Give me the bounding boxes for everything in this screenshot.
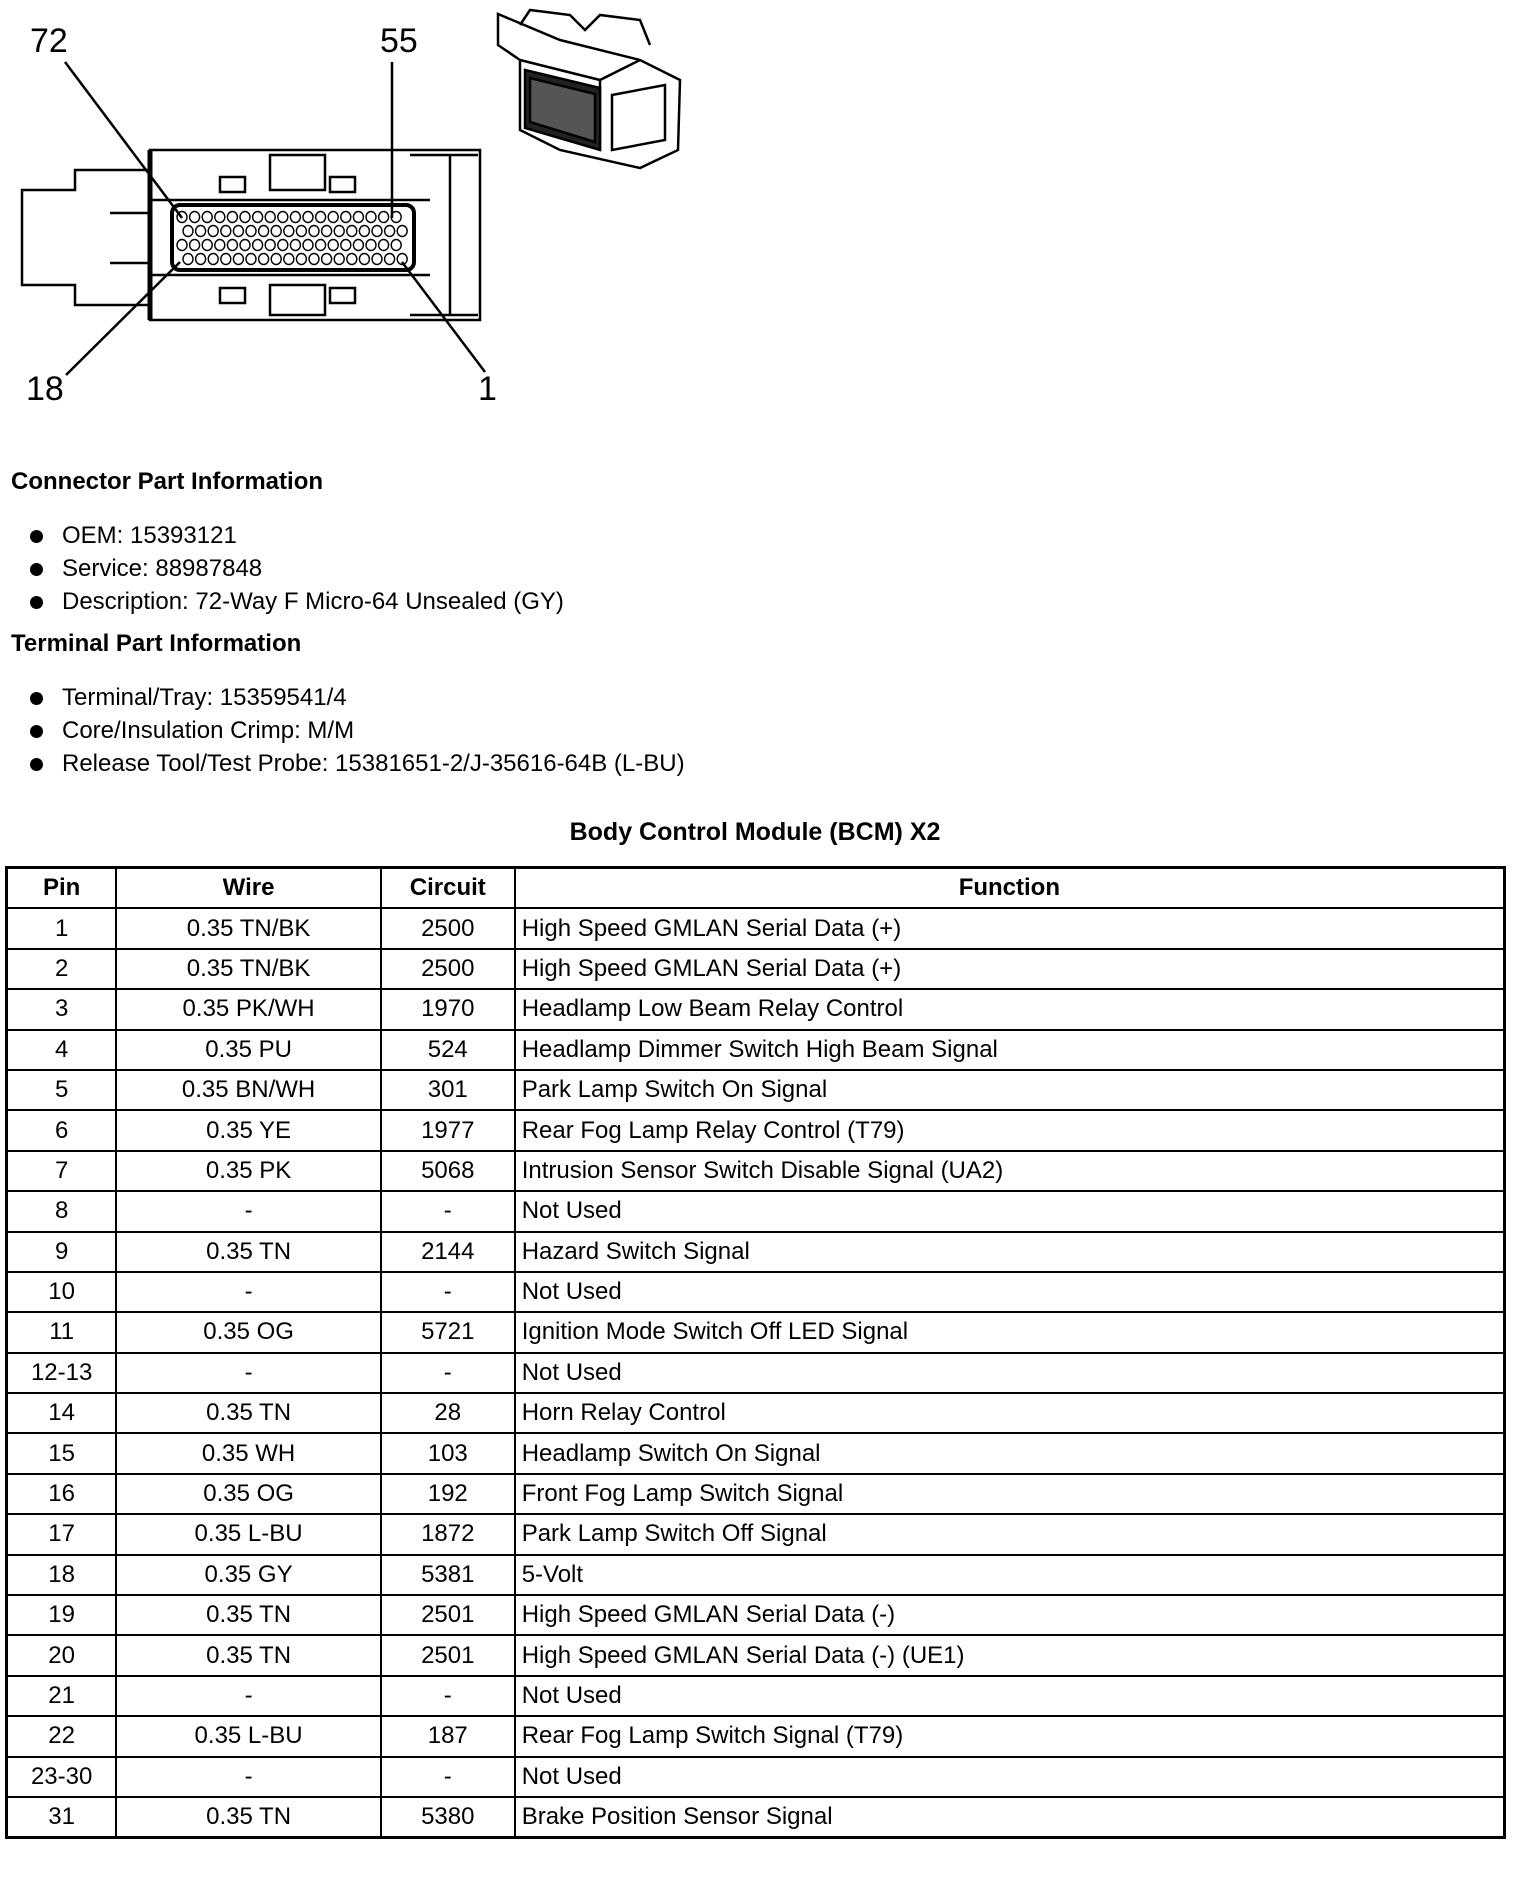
pin-cavity — [309, 254, 319, 265]
pin-cavity — [372, 226, 382, 237]
cell-function: Not Used — [515, 1353, 1505, 1393]
cell-pin: 17 — [7, 1514, 117, 1554]
cell-circuit: 192 — [381, 1474, 515, 1514]
pinout-table — [5, 866, 1506, 1839]
table-row — [7, 1353, 1505, 1393]
cell-circuit: 1872 — [381, 1514, 515, 1554]
cell-pin: 10 — [7, 1272, 117, 1312]
cell-circuit: 1977 — [381, 1110, 515, 1150]
cell-wire: 0.35 OG — [116, 1474, 381, 1514]
pin-grid — [177, 212, 407, 265]
cell-pin: 18 — [7, 1555, 117, 1595]
cell-circuit: 2500 — [381, 949, 515, 989]
pin-cavity — [221, 254, 231, 265]
cell-wire: 0.35 TN/BK — [116, 949, 381, 989]
pin-cavity — [202, 212, 212, 223]
cell-circuit: 1970 — [381, 989, 515, 1029]
cell-wire: 0.35 TN — [116, 1797, 381, 1838]
pin-cavity — [271, 226, 281, 237]
cell-function: Park Lamp Switch On Signal — [515, 1070, 1505, 1110]
table-body — [7, 908, 1505, 1837]
pin-label-18: 18 — [26, 370, 64, 408]
connector-info-title: Connector Part Information — [11, 468, 324, 495]
table-row — [7, 1393, 1505, 1433]
pin-cavity — [379, 240, 389, 251]
pin-cavity — [221, 226, 231, 237]
cell-pin: 31 — [7, 1797, 117, 1838]
cell-circuit: 301 — [381, 1070, 515, 1110]
pin-cavity — [208, 254, 218, 265]
pin-cavity — [196, 254, 206, 265]
pin-cavity — [278, 212, 288, 223]
pin-cavity — [309, 226, 319, 237]
table-row — [7, 1232, 1505, 1272]
pin-cavity — [190, 240, 200, 251]
table-row — [7, 908, 1505, 948]
cell-function: Front Fog Lamp Switch Signal — [515, 1474, 1505, 1514]
cell-wire: - — [116, 1757, 381, 1797]
table-row — [7, 1797, 1505, 1838]
cell-function: Intrusion Sensor Switch Disable Signal (UA2) — [515, 1151, 1505, 1191]
pin-cavity — [253, 212, 263, 223]
table-row — [7, 989, 1505, 1029]
table-row — [7, 1555, 1505, 1595]
pin-label-1: 1 — [478, 370, 497, 408]
cell-function: High Speed GMLAN Serial Data (-) (UE1) — [515, 1635, 1505, 1675]
terminal-info-list — [28, 681, 685, 780]
cell-wire: 0.35 TN — [116, 1595, 381, 1635]
pin-cavity — [322, 254, 332, 265]
pin-cavity — [290, 240, 300, 251]
cell-pin: 15 — [7, 1433, 117, 1473]
cell-circuit: 28 — [381, 1393, 515, 1433]
cell-function: Park Lamp Switch Off Signal — [515, 1514, 1505, 1554]
cell-pin: 4 — [7, 1030, 117, 1070]
cell-circuit: - — [381, 1191, 515, 1231]
table-row — [7, 1757, 1505, 1797]
pin-cavity — [233, 226, 243, 237]
cell-wire: 0.35 GY — [116, 1555, 381, 1595]
pin-cavity — [322, 226, 332, 237]
table-row — [7, 1191, 1505, 1231]
cell-function: 5-Volt — [515, 1555, 1505, 1595]
pin-cavity — [278, 240, 288, 251]
pin-cavity — [202, 240, 212, 251]
cell-wire: 0.35 PK — [116, 1151, 381, 1191]
cell-circuit: 103 — [381, 1433, 515, 1473]
table-row — [7, 1635, 1505, 1675]
pin-cavity — [372, 254, 382, 265]
cell-circuit: 2501 — [381, 1635, 515, 1675]
table-row — [7, 1272, 1505, 1312]
pin-label-55: 55 — [380, 22, 418, 60]
pin-cavity — [316, 212, 326, 223]
pin-cavity — [366, 240, 376, 251]
table-row — [7, 1433, 1505, 1473]
pin-cavity — [290, 212, 300, 223]
cell-pin: 11 — [7, 1312, 117, 1352]
cell-wire: 0.35 PU — [116, 1030, 381, 1070]
cell-function: Rear Fog Lamp Relay Control (T79) — [515, 1110, 1505, 1150]
connector-diagram — [0, 0, 720, 430]
cell-pin: 12-13 — [7, 1353, 117, 1393]
cell-pin: 23-30 — [7, 1757, 117, 1797]
pin-cavity — [183, 226, 193, 237]
cell-pin: 14 — [7, 1393, 117, 1433]
header-function: Function — [515, 868, 1505, 909]
list-item: Release Tool/Test Probe: 15381651-2/J-35616-64B (L-BU) — [28, 747, 685, 780]
cell-wire: 0.35 L-BU — [116, 1514, 381, 1554]
cell-function: High Speed GMLAN Serial Data (-) — [515, 1595, 1505, 1635]
pin-cavity — [296, 254, 306, 265]
pin-cavity — [391, 240, 401, 251]
pin-cavity — [347, 254, 357, 265]
cell-function: Not Used — [515, 1757, 1505, 1797]
pin-cavity — [227, 240, 237, 251]
pin-cavity — [246, 254, 256, 265]
table-row — [7, 1110, 1505, 1150]
cell-circuit: 2501 — [381, 1595, 515, 1635]
pin-cavity — [227, 212, 237, 223]
cell-wire: 0.35 YE — [116, 1110, 381, 1150]
pin-cavity — [196, 226, 206, 237]
table-row — [7, 1312, 1505, 1352]
cell-function: Horn Relay Control — [515, 1393, 1505, 1433]
pin-cavity — [359, 226, 369, 237]
connector-info-list — [28, 519, 564, 618]
pin-cavity — [385, 226, 395, 237]
pin-cavity — [284, 226, 294, 237]
table-row — [7, 1070, 1505, 1110]
cell-pin: 22 — [7, 1716, 117, 1756]
pin-cavity — [379, 212, 389, 223]
cell-function: Rear Fog Lamp Switch Signal (T79) — [515, 1716, 1505, 1756]
pin-cavity — [303, 240, 313, 251]
pin-cavity — [296, 226, 306, 237]
pin-cavity — [190, 212, 200, 223]
list-item: Description: 72-Way F Micro-64 Unsealed (GY) — [28, 585, 564, 618]
cell-circuit: 5068 — [381, 1151, 515, 1191]
cell-wire: 0.35 WH — [116, 1433, 381, 1473]
pin-cavity — [265, 212, 275, 223]
pin-cavity — [246, 226, 256, 237]
cell-wire: 0.35 L-BU — [116, 1716, 381, 1756]
terminal-info-title: Terminal Part Information — [11, 630, 302, 657]
header-circuit: Circuit — [381, 868, 515, 909]
pin-cavity — [341, 240, 351, 251]
cell-wire: 0.35 TN — [116, 1635, 381, 1675]
cell-function: Hazard Switch Signal — [515, 1232, 1505, 1272]
cell-wire: 0.35 TN/BK — [116, 908, 381, 948]
cell-wire: - — [116, 1353, 381, 1393]
cell-wire: - — [116, 1191, 381, 1231]
table-row — [7, 1474, 1505, 1514]
pin-cavity — [347, 226, 357, 237]
cell-circuit: 524 — [381, 1030, 515, 1070]
cell-function: High Speed GMLAN Serial Data (+) — [515, 908, 1505, 948]
cell-pin: 8 — [7, 1191, 117, 1231]
pin-cavity — [303, 212, 313, 223]
cell-circuit: 2500 — [381, 908, 515, 948]
cell-pin: 21 — [7, 1676, 117, 1716]
cell-pin: 7 — [7, 1151, 117, 1191]
cell-function: Headlamp Low Beam Relay Control — [515, 989, 1505, 1029]
pin-cavity — [253, 240, 263, 251]
cell-circuit: 5381 — [381, 1555, 515, 1595]
cell-wire: 0.35 PK/WH — [116, 989, 381, 1029]
cell-circuit: - — [381, 1676, 515, 1716]
cell-circuit: - — [381, 1353, 515, 1393]
pin-cavity — [353, 212, 363, 223]
cell-circuit: 5380 — [381, 1797, 515, 1838]
cell-wire: 0.35 OG — [116, 1312, 381, 1352]
pin-cavity — [271, 254, 281, 265]
table-row — [7, 1151, 1505, 1191]
cell-circuit: 187 — [381, 1716, 515, 1756]
table-title: Body Control Module (BCM) X2 — [569, 818, 941, 846]
pin-cavity — [328, 240, 338, 251]
cell-pin: 5 — [7, 1070, 117, 1110]
cell-circuit: - — [381, 1757, 515, 1797]
pin-cavity — [208, 226, 218, 237]
cell-wire: 0.35 TN — [116, 1393, 381, 1433]
connector-drawing — [0, 0, 720, 430]
cell-function: High Speed GMLAN Serial Data (+) — [515, 949, 1505, 989]
cell-pin: 20 — [7, 1635, 117, 1675]
cell-function: Not Used — [515, 1676, 1505, 1716]
list-item: Core/Insulation Crimp: M/M — [28, 714, 685, 747]
pin-cavity — [334, 226, 344, 237]
pin-cavity — [284, 254, 294, 265]
cell-wire: - — [116, 1272, 381, 1312]
header-wire: Wire — [116, 868, 381, 909]
pin-cavity — [334, 254, 344, 265]
pin-cavity — [183, 254, 193, 265]
pin-cavity — [265, 240, 275, 251]
table-row — [7, 1595, 1505, 1635]
table-row — [7, 1514, 1505, 1554]
cell-circuit: 2144 — [381, 1232, 515, 1272]
cell-pin: 9 — [7, 1232, 117, 1272]
cell-function: Not Used — [515, 1272, 1505, 1312]
list-item: Service: 88987848 — [28, 552, 564, 585]
pin-cavity — [328, 212, 338, 223]
pin-cavity — [385, 254, 395, 265]
table-row — [7, 949, 1505, 989]
cell-circuit: 5721 — [381, 1312, 515, 1352]
cell-circuit: - — [381, 1272, 515, 1312]
cell-pin: 16 — [7, 1474, 117, 1514]
list-item: OEM: 15393121 — [28, 519, 564, 552]
connector-iso-view — [498, 10, 680, 168]
pin-cavity — [177, 240, 187, 251]
pin-cavity — [215, 212, 225, 223]
table-row — [7, 1030, 1505, 1070]
cell-function: Headlamp Dimmer Switch High Beam Signal — [515, 1030, 1505, 1070]
table-row — [7, 1676, 1505, 1716]
cell-pin: 1 — [7, 908, 117, 948]
pin-cavity — [259, 226, 269, 237]
cell-function: Headlamp Switch On Signal — [515, 1433, 1505, 1473]
pin-cavity — [366, 212, 376, 223]
pin-cavity — [233, 254, 243, 265]
pin-cavity — [240, 240, 250, 251]
pin-cavity — [397, 226, 407, 237]
cell-function: Not Used — [515, 1191, 1505, 1231]
cell-wire: 0.35 TN — [116, 1232, 381, 1272]
cell-pin: 19 — [7, 1595, 117, 1635]
pin-cavity — [341, 212, 351, 223]
pin-cavity — [240, 212, 250, 223]
cell-pin: 2 — [7, 949, 117, 989]
cell-function: Brake Position Sensor Signal — [515, 1797, 1505, 1838]
pin-cavity — [259, 254, 269, 265]
pin-cavity — [359, 254, 369, 265]
cell-pin: 3 — [7, 989, 117, 1029]
cell-wire: 0.35 BN/WH — [116, 1070, 381, 1110]
table-row — [7, 1716, 1505, 1756]
cell-function: Ignition Mode Switch Off LED Signal — [515, 1312, 1505, 1352]
pin-cavity — [353, 240, 363, 251]
cell-pin: 6 — [7, 1110, 117, 1150]
pin-label-72: 72 — [30, 22, 68, 60]
pin-cavity — [215, 240, 225, 251]
list-item: Terminal/Tray: 15359541/4 — [28, 681, 685, 714]
header-pin: Pin — [7, 868, 117, 909]
cell-wire: - — [116, 1676, 381, 1716]
pin-cavity — [316, 240, 326, 251]
table-header-row — [7, 868, 1505, 909]
